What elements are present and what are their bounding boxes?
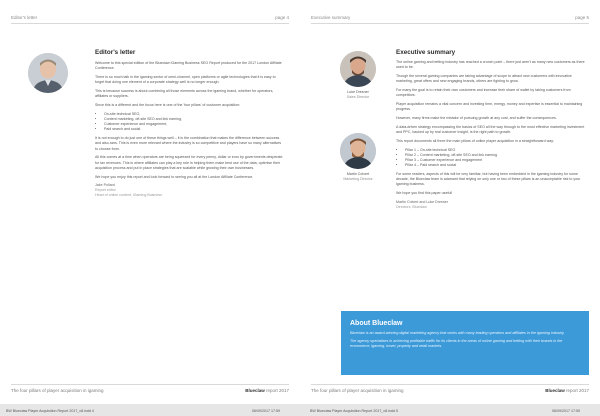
about-title: About Blueclaw — [350, 320, 403, 327]
person-name: Martin Colvert — [346, 172, 370, 176]
pillars-list — [95, 112, 285, 133]
right-header-rule — [311, 23, 589, 24]
paragraph: Player acquisition remains a vital concern and investing time, energy, money and expertise is essential to maintaining progress. — [396, 102, 583, 112]
paragraph: For some readers, aspects of this will be very familiar, but having been embedded in the igaming industry for some decade, the Blueclaw team is adamant that relying on only one or two of these pillars is an unacceptable risk to your igaming business. — [396, 172, 581, 187]
footer-brand: Blueclaw — [245, 388, 265, 393]
right-header-section: Executive summary — [311, 15, 351, 20]
right-footer-title: The four pillars of player acquisition in igaming — [311, 388, 404, 393]
footer-report-year: report 2017 — [264, 388, 289, 393]
signature-names: Martin Colvert and Luke Dresner — [396, 200, 448, 204]
list-item: • Pillar 4 – Paid search and social — [405, 163, 586, 168]
paragraph: This is because success is about combining all those elements across the igaming brand, whether for operators, affiliates or suppliers. — [95, 89, 274, 99]
about-paragraph: The agency specialises in achieving profitable traffic for its clients in the areas of online gaming and betting with their brands in the ecommerce, igaming, travel, property and retail markets. — [350, 339, 563, 349]
left-header-rule — [11, 23, 289, 24]
list-item: • On-site technical SEO, — [104, 112, 285, 117]
slug-date-right: 06/09/2017 17:59 — [552, 409, 580, 413]
right-page — [305, 5, 595, 400]
paragraph: It is not enough to do just one of these things well – it is the combination that makes the difference between success and also-rans. This is even more relevant where the industry is so competitive and players have so many alternatives to choose from. — [95, 136, 282, 151]
person-name: Luke Dresner — [347, 90, 369, 94]
right-footer-report — [545, 388, 589, 393]
list-item: • Pillar 2 – Content marketing, off-site SEO and link earning — [405, 153, 586, 158]
slug-file-left: BW Blueclaw Player Acquisition Report 2017_v8.indd 4 — [6, 409, 94, 413]
left-footer-title: The four pillars of player acquisition in igaming — [11, 388, 104, 393]
about-paragraph: Blueclaw is an award-winning digital marketing agency that works with many leading operators and affiliates in the igaming industry. — [350, 331, 565, 335]
person-role: Marketing Director — [343, 177, 373, 181]
paragraph: Though the several gaming companies are taking advantage of scope to attract new customers with innovative marketing, great offers and new engaging brands, others are fighting to grow. — [396, 74, 572, 84]
paragraph: The online gaming and betting industry has reached a crunch point – there just aren't as many new customers as there used to be. — [396, 60, 585, 70]
paragraph: We hope you find this paper useful! — [396, 191, 453, 196]
left-page — [5, 5, 295, 400]
paragraph: For many the goal is to retain their own customers and increase their share of wallet by taking customers from competitors. — [396, 88, 571, 98]
footer-report-year: report 2017 — [564, 388, 589, 393]
slug-file-right: BW Blueclaw Player Acquisition Report 2017_v8.indd 5 — [310, 409, 398, 413]
paragraph: Welcome to this special edition of the Blueclaw iGaming Business SEO Report produced for the 2017 London Affiliate Conference. — [95, 61, 282, 71]
luke-dresner-photo — [340, 51, 376, 87]
page-title: Executive summary — [396, 49, 456, 56]
list-item: • Content marketing, off-site SEO and link earning, — [104, 117, 285, 122]
about-blueclaw-box — [341, 311, 589, 375]
left-header-page: page 4 — [275, 15, 289, 20]
martin-colvert-photo — [340, 133, 376, 169]
jake-pollard-photo — [28, 53, 68, 93]
slug-date-left: 06/09/2017 17:59 — [252, 409, 280, 413]
page-title: Editor's letter — [95, 49, 136, 56]
right-footer-rule — [311, 384, 589, 385]
pillars-list — [396, 148, 586, 169]
footer-brand: Blueclaw — [545, 388, 565, 393]
list-item: • Paid search and social. — [104, 127, 285, 132]
paragraph: This report documents all three the main pillars of online player acquisition in a straightforward way: — [396, 138, 555, 143]
list-item: • Pillar 1 – On-site technical SEO — [405, 148, 586, 153]
list-item: • Customer experience and engagement, — [104, 122, 285, 127]
paragraph: There is so much talk in the igaming sector of omni-channel, open platforms or agile technologies that it is easy to forget that doing one element of a corporate strategy well is no longer enough. — [95, 75, 276, 85]
signature-role: Report editor — [95, 188, 116, 193]
paragraph: Since this is a different and the focus here is one of the 'four pillars' of customer acquisition: — [95, 103, 241, 107]
paragraph: A data-driven strategy encompassing the basics of SEO all the way through to the most effective marketing investment and PPC, backed up by real customer insight, is the right path to growth. — [396, 124, 585, 134]
paragraph: However, many firms make the mistake of pursuing growth at any cost, and suffer the consequences. — [396, 116, 557, 120]
signature-org: Head of online content, iGaming Business — [95, 193, 162, 198]
person-role: Sales Director — [346, 95, 370, 99]
list-item: • Pillar 3 – Customer experience and engagement — [405, 158, 586, 163]
paragraph: We hope you enjoy this report and look forward to seeing you all at the London Affiliate Conference. — [95, 174, 254, 179]
right-header-page: page 5 — [575, 15, 589, 20]
left-header-section: Editor's letter — [11, 15, 38, 20]
left-content — [95, 49, 285, 198]
paragraph: All this comes at a time when operators are being squeezed for every penny, dollar or euro by governments desperate for tax revenues. This is where affiliates can play a key role in helping them make best use of the data, optimise their acquisition process and put in place strategies that are scalable while growing their own businesses. — [95, 155, 283, 170]
left-footer-report — [245, 388, 289, 393]
signature-name: Jake Pollard — [95, 183, 115, 188]
right-content — [396, 49, 586, 210]
signature-role: Directors, Blueclaw — [396, 205, 427, 209]
left-footer-rule — [11, 384, 289, 385]
